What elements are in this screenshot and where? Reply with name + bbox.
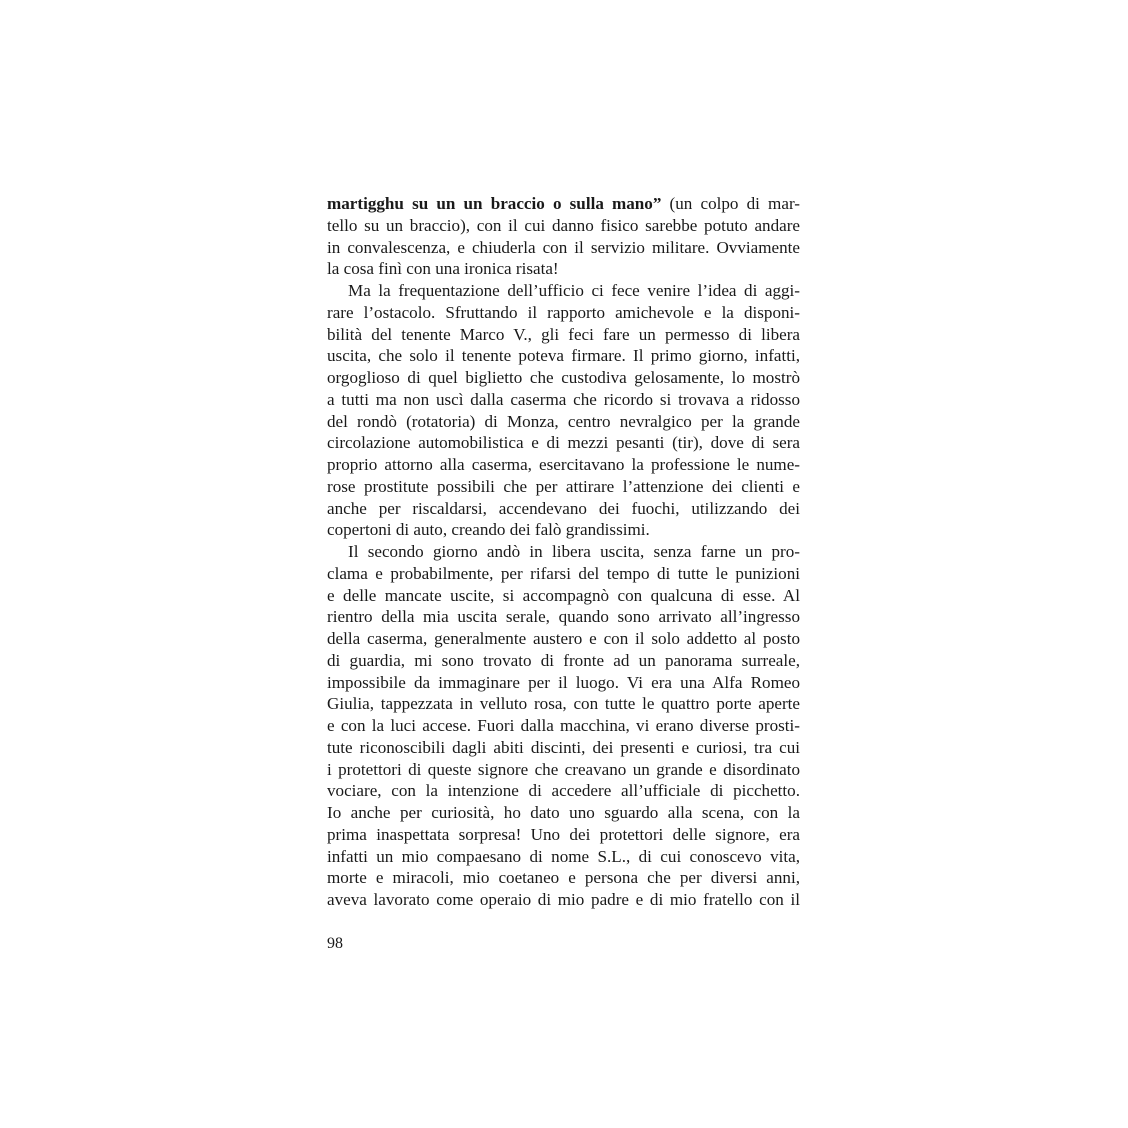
text-line: morte e miracoli, mio coetaneo e persona che per diversi anni, bbox=[327, 868, 800, 888]
text-line: la cosa finì con una ironica risata! bbox=[327, 259, 559, 279]
line-text: (un colpo di mar- bbox=[661, 194, 800, 213]
text-line: circolazione automobilistica e di mezzi pesanti (tir), dove di sera bbox=[327, 433, 800, 453]
text-line: clama e probabilmente, per rifarsi del tempo di tutte le punizioni bbox=[327, 563, 800, 583]
text-line: anche per riscaldarsi, accendevano dei fuochi, utilizzando dei bbox=[327, 498, 800, 518]
text-line: i protettori di queste signore che creavano un grande e disordinato bbox=[327, 759, 800, 779]
text-line: bilità del tenente Marco V., gli feci fare un permesso di libera bbox=[327, 324, 800, 344]
text-line: orgoglioso di quel biglietto che custodiva gelosamente, lo mostrò bbox=[327, 368, 800, 387]
bold-phrase: martigghu su un un braccio o sulla mano” bbox=[327, 194, 662, 213]
body-text bbox=[327, 193, 800, 911]
text-line: infatti un mio compaesano di nome S.L., di cui conoscevo vita, bbox=[327, 846, 800, 866]
text-line: Il secondo giorno andò in libera uscita, senza farne un pro- bbox=[348, 542, 800, 561]
text-line: Ma la frequentazione dell’ufficio ci fece venire l’idea di aggi- bbox=[348, 281, 800, 300]
text-line: rientro della mia uscita serale, quando sono arrivato all’ingresso bbox=[327, 607, 800, 627]
text-line: in convalescenza, e chiuderla con il servizio militare. Ovviamente bbox=[327, 237, 800, 257]
text-line: impossibile da immaginare per il luogo. Vi era una Alfa Romeo bbox=[327, 672, 800, 692]
page-number: 98 bbox=[327, 935, 343, 952]
text-line: di guardia, mi sono trovato di fronte ad un panorama surreale, bbox=[327, 650, 800, 670]
text-line bbox=[327, 193, 800, 215]
text-line: aveva lavorato come operaio di mio padre e di mio fratello con il bbox=[327, 890, 800, 909]
text-line: tello su un braccio), con il cui danno fisico sarebbe potuto andare bbox=[327, 215, 800, 235]
text-line: Io anche per curiosità, ho dato uno sguardo alla scena, con la bbox=[327, 803, 800, 822]
text-line: rare l’ostacolo. Sfruttando il rapporto amichevole e la disponi- bbox=[327, 302, 800, 322]
text-line: e delle mancate uscite, si accompagnò con qualcuna di esse. Al bbox=[327, 585, 800, 605]
text-line: prima inaspettata sorpresa! Uno dei protettori delle signore, era bbox=[327, 824, 800, 844]
text-line: copertoni di auto, creando dei falò grandissimi. bbox=[327, 520, 650, 540]
text-line: vociare, con la intenzione di accedere all’ufficiale di picchetto. bbox=[327, 781, 800, 801]
text-line: Giulia, tappezzata in velluto rosa, con tutte le quattro porte aperte bbox=[327, 694, 800, 714]
text-line: della caserma, generalmente austero e con il solo addetto al posto bbox=[327, 629, 800, 648]
text-line: del rondò (rotatoria) di Monza, centro nevralgico per la grande bbox=[327, 411, 800, 431]
text-line: rose prostitute possibili che per attirare l’attenzione dei clienti e bbox=[327, 476, 800, 496]
text-line: proprio attorno alla caserma, esercitavano la professione le nume- bbox=[327, 455, 800, 474]
text-line: e con la luci accese. Fuori dalla macchina, vi erano diverse prosti- bbox=[327, 716, 800, 735]
text-line: a tutti ma non uscì dalla caserma che ricordo si trovava a ridosso bbox=[327, 389, 800, 409]
text-line: tute riconoscibili dagli abiti discinti, dei presenti e curiosi, tra cui bbox=[327, 737, 800, 757]
text-line: uscita, che solo il tenente poteva firmare. Il primo giorno, infatti, bbox=[327, 346, 800, 366]
